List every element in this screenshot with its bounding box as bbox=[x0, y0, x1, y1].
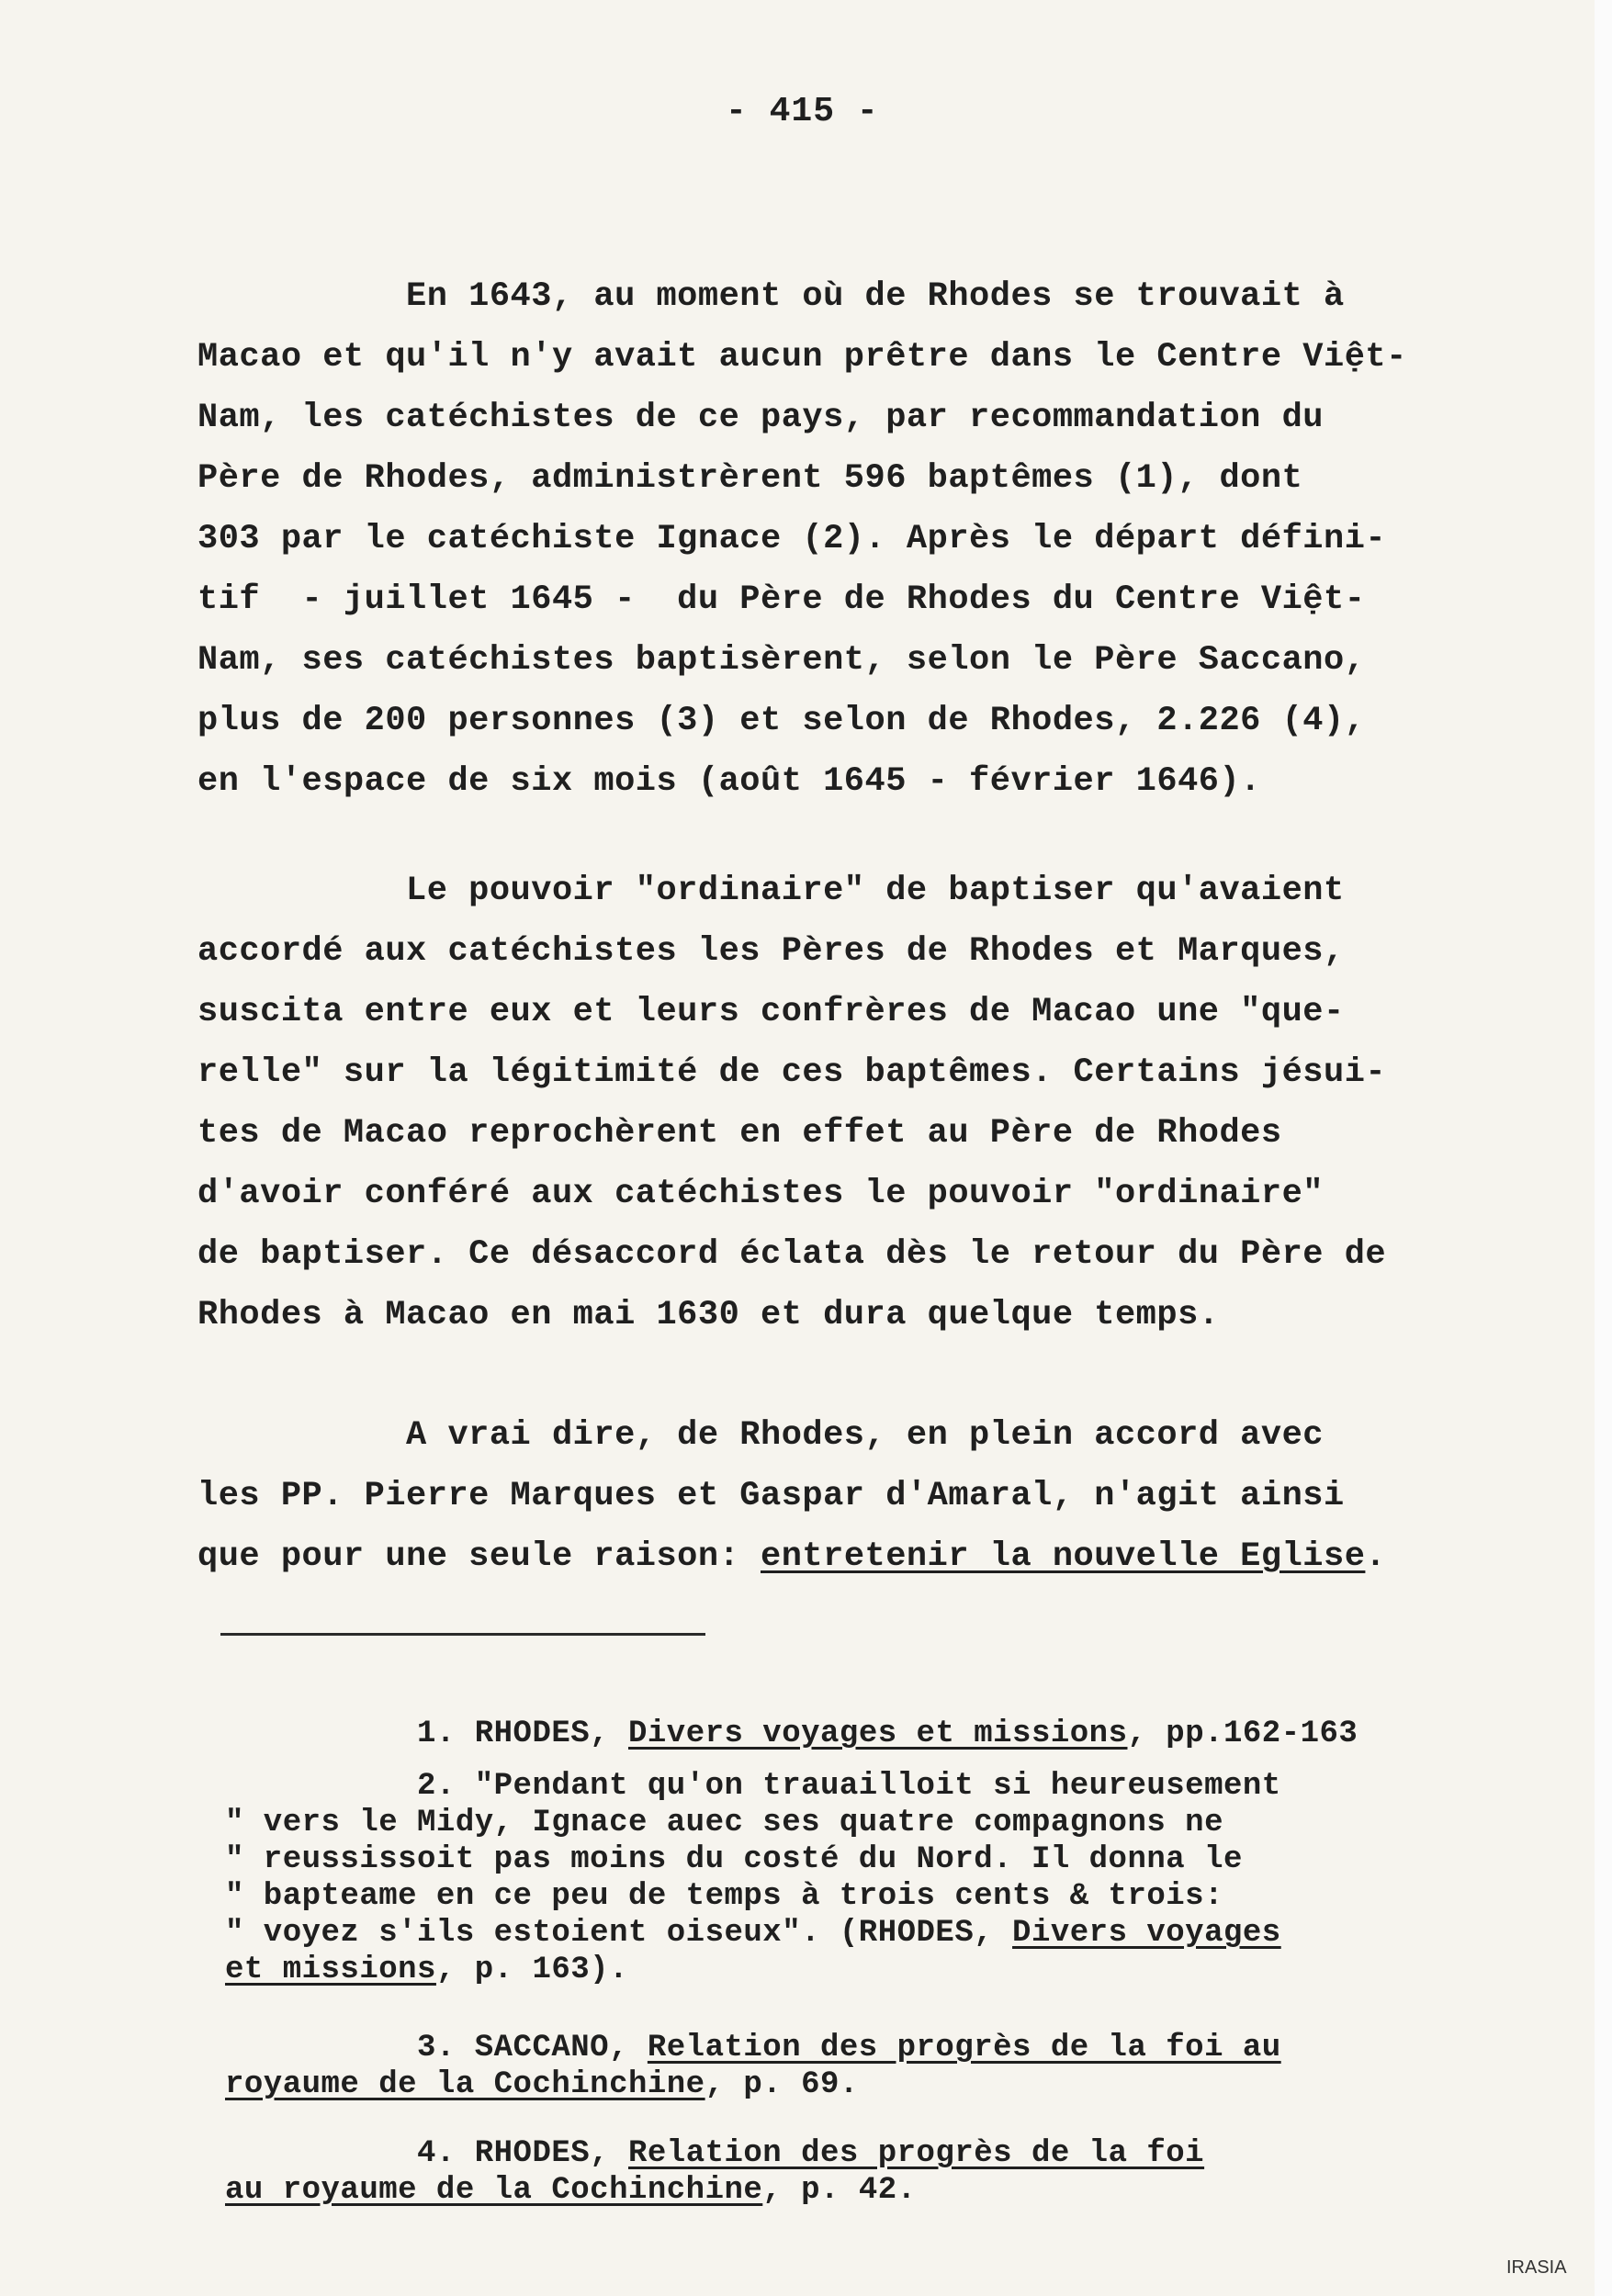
text-segment: , p. 42. bbox=[762, 2173, 917, 2208]
footnote-line bbox=[225, 1716, 1575, 1752]
text-line: plus de 200 personnes (3) et selon de Rhodes, 2.226 (4), bbox=[197, 702, 1366, 740]
text-segment: 3. SACCANO, bbox=[225, 2031, 648, 2065]
footnote-line bbox=[225, 2172, 1575, 2209]
footnote-4 bbox=[225, 2135, 1575, 2209]
text-segment: , pp.162-163 bbox=[1127, 1716, 1358, 1751]
cited-title: Relation des progrès de la foi au bbox=[647, 2031, 1281, 2065]
text-segment: , p. 69. bbox=[705, 2067, 859, 2102]
footnote-line: " bapteame en ce peu de temps à trois cents & trois: bbox=[225, 1879, 1223, 1914]
text-segment: 1. RHODES, bbox=[225, 1716, 628, 1751]
footnote-1 bbox=[225, 1716, 1575, 1752]
footnote-line: " reussissoit pas moins du costé du Nord. Il donna le bbox=[225, 1842, 1243, 1877]
footnote-2 bbox=[225, 1768, 1575, 1988]
text-line: en l'espace de six mois (août 1645 - février 1646). bbox=[197, 762, 1261, 801]
footnote-line: " vers le Midy, Ignace auec ses quatre compagnons ne bbox=[225, 1806, 1223, 1840]
text-line: relle" sur la légitimité de ces baptêmes. Certains jésui- bbox=[197, 1053, 1387, 1092]
footnote-line bbox=[225, 2066, 1575, 2103]
cited-title: royaume de la Cochinchine bbox=[225, 2067, 705, 2102]
footnote-3 bbox=[225, 2030, 1575, 2103]
paragraph-2 bbox=[197, 861, 1557, 1345]
text-line: 303 par le catéchiste Ignace (2). Après le départ défini- bbox=[197, 520, 1387, 558]
text-segment: , p. 163). bbox=[435, 1953, 628, 1987]
cited-title: Divers voyages bbox=[1012, 1916, 1281, 1951]
text-line: d'avoir conféré aux catéchistes le pouvoir "ordinaire" bbox=[197, 1175, 1324, 1213]
text-line: de baptiser. Ce désaccord éclata dès le retour du Père de bbox=[197, 1235, 1387, 1274]
text-line: Nam, les catéchistes de ce pays, par recommandation du bbox=[197, 399, 1324, 437]
footnote-line bbox=[225, 2135, 1575, 2172]
page-number: - 415 - bbox=[726, 92, 879, 131]
text-line: accordé aux catéchistes les Pères de Rhodes et Marques, bbox=[197, 932, 1345, 971]
text-line-last bbox=[197, 1526, 1557, 1587]
text-line: les PP. Pierre Marques et Gaspar d'Amaral, n'agit ainsi bbox=[197, 1477, 1345, 1515]
text-line: En 1643, au moment où de Rhodes se trouvait à bbox=[197, 277, 1345, 316]
text-line: Le pouvoir "ordinaire" de baptiser qu'avaient bbox=[197, 872, 1345, 910]
footnote-line bbox=[225, 1952, 1575, 1988]
text-line: suscita entre eux et leurs confrères de Macao une "que- bbox=[197, 993, 1345, 1031]
text-segment: 4. RHODES, bbox=[225, 2136, 628, 2171]
cited-title: Relation des progrès de la foi bbox=[627, 2136, 1205, 2171]
paragraph-3 bbox=[197, 1405, 1557, 1587]
text-line: Rhodes à Macao en mai 1630 et dura quelque temps. bbox=[197, 1296, 1220, 1334]
cited-title: au royaume de la Cochinchine bbox=[225, 2173, 763, 2208]
text-line: tes de Macao reprochèrent en effet au Père de Rhodes bbox=[197, 1114, 1282, 1153]
text-line: Nam, ses catéchistes baptisèrent, selon le Père Saccano, bbox=[197, 641, 1366, 680]
text-segment: . bbox=[1365, 1537, 1387, 1576]
footnote-line bbox=[225, 2030, 1575, 2066]
text-segment: " voyez s'ils estoient oiseux". (RHODES, bbox=[225, 1916, 1013, 1951]
paragraph-1 bbox=[197, 266, 1557, 812]
watermark: IRASIA bbox=[1506, 2257, 1567, 2278]
cited-title: et missions bbox=[225, 1953, 436, 1987]
text-line: Macao et qu'il n'y avait aucun prêtre dans le Centre Việt- bbox=[197, 338, 1407, 377]
text-line: tif - juillet 1645 - du Père de Rhodes du Centre Việt- bbox=[197, 580, 1366, 619]
page-edge bbox=[1595, 0, 1612, 2296]
footnote-line: 2. "Pendant qu'on trauailloit si heureusement bbox=[225, 1769, 1281, 1804]
text-line: A vrai dire, de Rhodes, en plein accord avec bbox=[197, 1416, 1324, 1455]
text-segment: que pour une seule raison: bbox=[197, 1537, 761, 1576]
cited-title: Divers voyages et missions bbox=[627, 1716, 1128, 1751]
footnote-separator bbox=[220, 1633, 705, 1636]
footnote-line bbox=[225, 1915, 1575, 1952]
text-line: Père de Rhodes, administrèrent 596 baptêmes (1), dont bbox=[197, 459, 1303, 498]
underlined-phrase: entretenir la nouvelle Eglise bbox=[761, 1537, 1366, 1576]
